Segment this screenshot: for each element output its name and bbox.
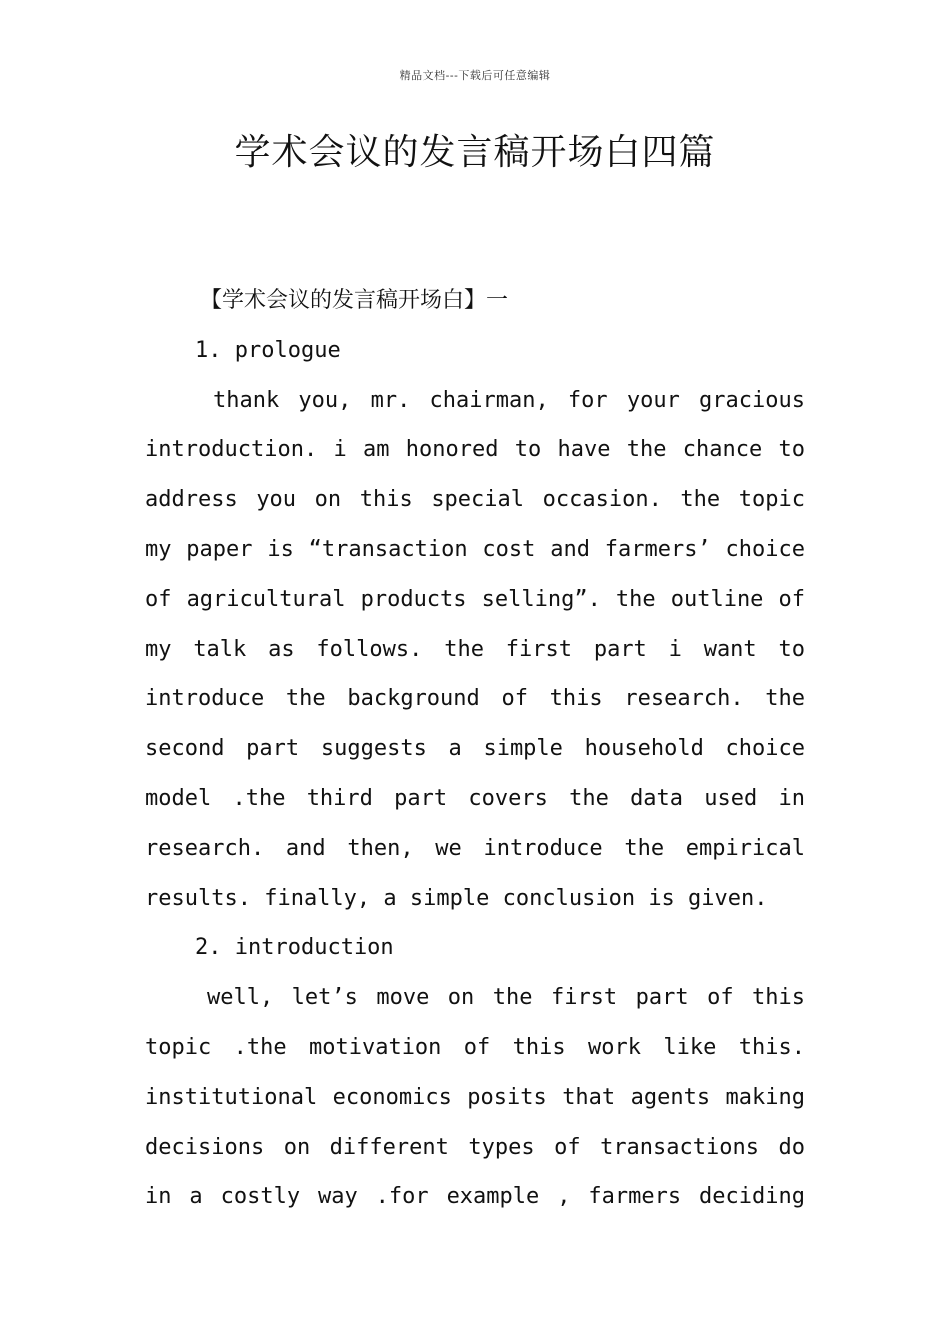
paragraph-line: introduction. i am honored to have the chance to: [145, 437, 805, 463]
list-heading-introduction: 2. introduction: [195, 935, 394, 961]
section-heading: 【学术会议的发言稿开场白】一: [200, 288, 509, 313]
document-body: [145, 276, 805, 1222]
paragraph-line: model .the third part covers the data used in: [145, 785, 805, 811]
paragraph-line: introduce the background of this research. the: [145, 686, 805, 712]
paragraph-line: well, let’s move on the first part of this: [207, 985, 805, 1011]
paragraph-line: address you on this special occasion. the topic: [145, 487, 805, 513]
paragraph-line: thank you, mr. chairman, for your gracious: [213, 387, 805, 413]
paragraph-line: my talk as follows. the first part i want to: [145, 636, 805, 662]
header-note: 精品文档---下载后可任意编辑: [399, 69, 551, 82]
paragraph-line: second part suggests a simple household choice: [145, 736, 805, 762]
paragraph-line: institutional economics posits that agents making: [145, 1084, 805, 1110]
paragraph-line: research. and then, we introduce the empirical: [145, 835, 805, 861]
paragraph-line: in a costly way .for example , farmers deciding: [145, 1184, 805, 1210]
document-title: 学术会议的发言稿开场白四篇: [234, 132, 716, 173]
paragraph-line: my paper is “transaction cost and farmers’ choice: [145, 536, 805, 562]
paragraph-line-last: results. finally, a simple conclusion is given.: [145, 885, 768, 911]
paragraph-line: decisions on different types of transactions do: [145, 1134, 805, 1160]
paragraph-line: topic .the motivation of this work like this.: [145, 1034, 805, 1060]
list-heading-prologue: 1. prologue: [195, 337, 341, 363]
paragraph-line: of agricultural products selling”. the outline of: [145, 586, 805, 612]
